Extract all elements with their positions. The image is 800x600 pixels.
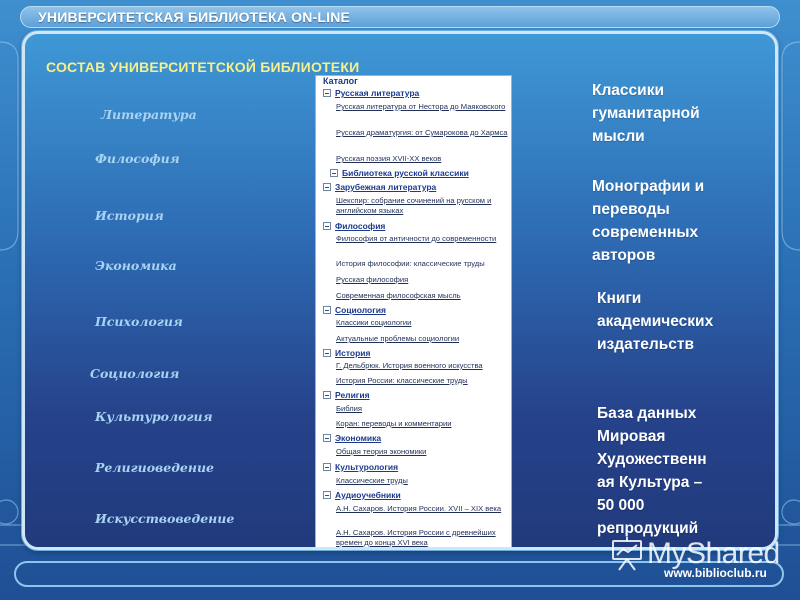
catalog-item[interactable]: Шекспир: собрание сочинений на русском и английском языках xyxy=(336,196,492,215)
catalog-item[interactable]: Общая теория экономики xyxy=(336,447,427,456)
catalog-item[interactable]: Г. Дельбрюк. История военного искусства xyxy=(336,361,483,370)
subject-sociology[interactable]: Социология xyxy=(90,366,180,381)
catalog-item[interactable]: История философии: классические труды xyxy=(336,259,485,268)
collapse-icon[interactable] xyxy=(323,349,331,357)
catalog-item[interactable]: Классические труды xyxy=(336,476,408,485)
catalog-item[interactable]: Русская литература от Нестора до Маяковского xyxy=(336,102,506,111)
catalog-section-history[interactable]: История xyxy=(323,348,370,358)
catalog-section-russian-classics[interactable]: Библиотека русской классики xyxy=(330,168,469,178)
presentation-board-icon xyxy=(610,536,644,572)
subject-religious-studies[interactable]: Религиоведение xyxy=(95,460,215,475)
subject-literature[interactable]: Литература xyxy=(101,107,197,122)
catalog-item[interactable]: Коран: переводы и комментарии xyxy=(336,419,452,428)
collapse-icon[interactable] xyxy=(323,306,331,314)
main-panel xyxy=(22,31,778,550)
catalog-section-foreign-literature[interactable]: Зарубежная литература xyxy=(323,182,436,192)
catalog-section-culturology[interactable]: Культурология xyxy=(323,462,398,472)
collapse-icon[interactable] xyxy=(323,183,331,191)
catalog-item[interactable]: Русская драматургия: от Сумарокова до Хармса xyxy=(336,128,508,137)
collapse-icon[interactable] xyxy=(323,491,331,499)
catalog-item[interactable]: Библия xyxy=(336,404,363,413)
collapse-icon[interactable] xyxy=(323,434,331,442)
catalog-item[interactable]: История России: классические труды xyxy=(336,376,468,385)
subject-psychology[interactable]: Психология xyxy=(95,314,183,329)
collapse-icon[interactable] xyxy=(323,463,331,471)
subject-history[interactable]: История xyxy=(95,208,164,223)
catalog-section-russian-literature[interactable]: Русская литература xyxy=(323,88,419,98)
catalog-item[interactable]: Русская философия xyxy=(336,275,409,284)
catalog-section-philosophy[interactable]: Философия xyxy=(323,221,385,231)
site-title: УНИВЕРСИТЕТСКАЯ БИБЛИОТЕКА ON-LINE xyxy=(38,9,351,25)
collapse-icon[interactable] xyxy=(323,391,331,399)
catalog-item[interactable]: А.Н. Сахаров. История России. XVII – XIX века xyxy=(336,504,502,513)
collapse-icon[interactable] xyxy=(323,222,331,230)
feature-art-database: База данных Мировая Художественн ая Культура – 50 000 репродукций xyxy=(597,405,707,537)
site-url-link[interactable]: www.biblioclub.ru xyxy=(664,566,767,580)
watermark-text: MyShared xyxy=(647,537,780,570)
catalog-section-audiobooks[interactable]: Аудиоучебники xyxy=(323,490,401,500)
catalog-item[interactable]: Русская поэзия XVII-XX веков xyxy=(336,154,442,163)
catalog-item[interactable]: Современная философская мысль xyxy=(336,291,461,300)
feature-monographs: Монографии и переводы современных авторов xyxy=(592,178,705,264)
catalog-panel xyxy=(315,75,512,550)
subject-philosophy[interactable]: Философия xyxy=(95,151,180,166)
subject-economics[interactable]: Экономика xyxy=(95,258,177,273)
subject-culturology[interactable]: Культурология xyxy=(95,409,213,424)
catalog-item[interactable]: Философия от античности до современности xyxy=(336,234,497,243)
panel-heading: СОСТАВ УНИВЕРСИТЕТСКОЙ БИБЛИОТЕКИ xyxy=(46,59,360,75)
feature-academic-books: Книги академических издательств xyxy=(597,290,714,353)
catalog-section-economics[interactable]: Экономика xyxy=(323,433,381,443)
catalog-section-sociology[interactable]: Социология xyxy=(323,305,386,315)
catalog-item[interactable]: Актуальные проблемы социологии xyxy=(336,334,460,343)
catalog-title: Каталог xyxy=(323,76,358,86)
collapse-icon[interactable] xyxy=(323,89,331,97)
catalog-section-religion[interactable]: Религия xyxy=(323,390,370,400)
catalog-item[interactable]: Классики социологии xyxy=(336,318,412,327)
catalog-item[interactable]: А.Н. Сахаров. История России с древнейших времен до конца XVI века xyxy=(336,528,496,547)
feature-classics: Классики гуманитарной мысли xyxy=(592,82,700,145)
expand-icon[interactable] xyxy=(330,169,338,177)
subject-art-history[interactable]: Искусствоведение xyxy=(95,511,235,526)
